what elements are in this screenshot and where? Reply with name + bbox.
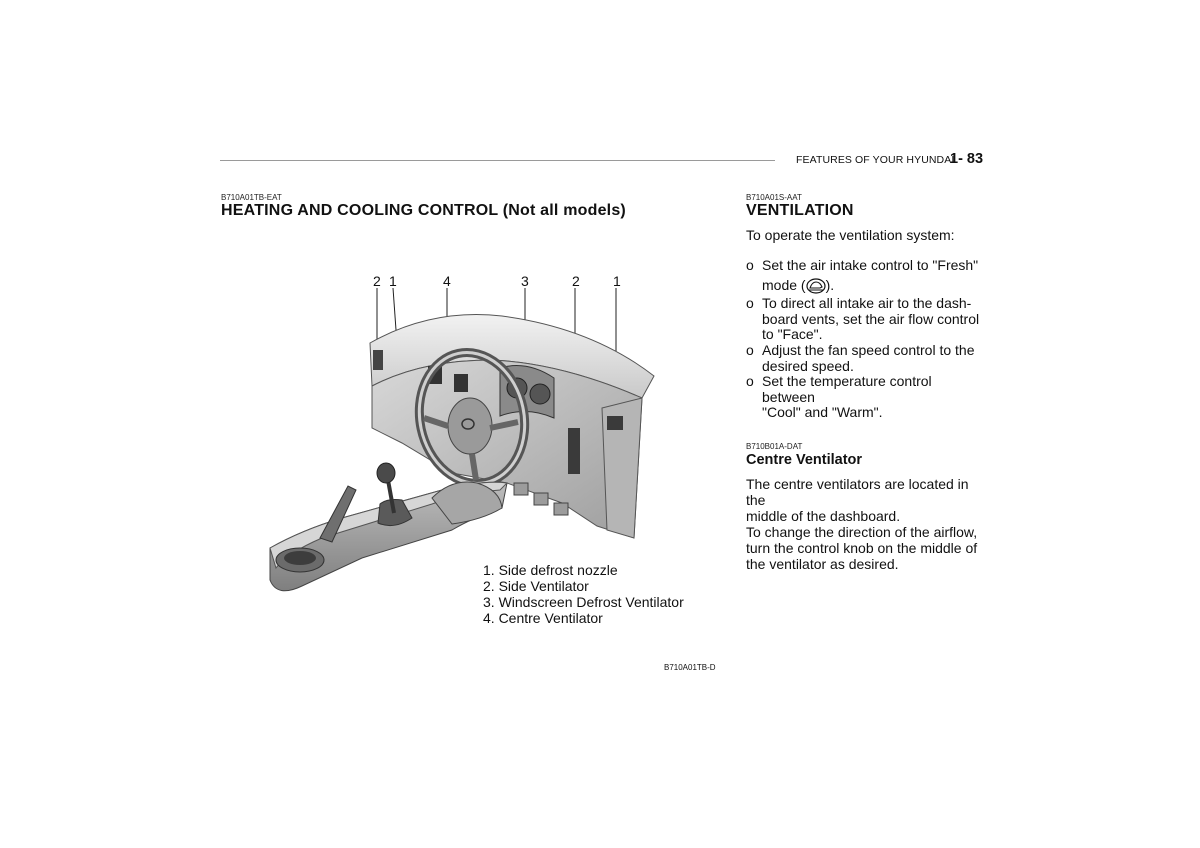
ventilation-code: B710A01S-AAT	[746, 193, 802, 202]
section-code: B710A01TB-EAT	[221, 193, 282, 202]
bullet-line: board vents, set the air flow control	[762, 310, 980, 327]
bullet-line: desired speed.	[762, 357, 854, 374]
bullet-line: ).	[825, 276, 835, 293]
body-line: the ventilator as desired.	[746, 556, 899, 572]
running-title: FEATURES OF YOUR HYUNDAI	[796, 154, 955, 166]
body-line: turn the control knob on the middle of	[746, 540, 978, 556]
bullet-temperature	[746, 374, 980, 421]
callout-number: 3	[521, 273, 529, 289]
centre-body	[746, 476, 982, 572]
callout-number: 2	[572, 273, 580, 289]
callout-number: 1	[389, 273, 397, 289]
bullet-line: Set the temperature control between	[762, 373, 932, 405]
legend-item: 3. Windscreen Defrost Ventilator	[483, 594, 684, 610]
bullet-line: "Cool" and "Warm".	[762, 404, 883, 420]
callout-number: 1	[613, 273, 621, 289]
bullet-air-flow	[746, 296, 980, 343]
ventilation-title: VENTILATION	[746, 202, 854, 219]
fresh-air-icon	[806, 278, 826, 294]
centre-code: B710B01A-DAT	[746, 442, 803, 451]
section-title: HEATING AND COOLING CONTROL (Not all models)	[221, 202, 626, 219]
bullet-fan-speed	[746, 343, 980, 374]
bullet-line: Adjust the fan speed control to the	[762, 342, 975, 358]
callout-number: 4	[443, 273, 451, 289]
dashboard-illustration	[262, 268, 662, 598]
figure-code: B710A01TB-D	[664, 663, 716, 672]
bullet-marker: o	[746, 373, 754, 389]
centre-title: Centre Ventilator	[746, 452, 863, 468]
page-number: 1- 83	[950, 151, 984, 167]
bullet-fresh-mode	[746, 258, 980, 296]
body-line: To change the direction of the airflow,	[746, 524, 978, 540]
legend-item: 1. Side defrost nozzle	[483, 562, 618, 578]
bullet-line: mode (	[762, 276, 806, 293]
bullet-line: Set the air intake control to "Fresh"	[762, 257, 979, 273]
legend-item: 4. Centre Ventilator	[483, 610, 603, 626]
bullet-marker: o	[746, 257, 754, 273]
bullet-line: to "Face".	[762, 326, 823, 342]
bullet-marker: o	[746, 342, 754, 358]
body-line: middle of the dashboard.	[746, 508, 901, 524]
ventilation-intro: To operate the ventilation system:	[746, 227, 955, 243]
header-rule	[220, 160, 775, 161]
legend-item: 2. Side Ventilator	[483, 578, 589, 594]
bullet-marker: o	[746, 295, 754, 311]
callout-number: 2	[373, 273, 381, 289]
body-line: The centre ventilators are located in the	[746, 476, 969, 508]
figure-legend	[483, 562, 684, 626]
bullet-line: To direct all intake air to the dash-	[762, 295, 972, 311]
